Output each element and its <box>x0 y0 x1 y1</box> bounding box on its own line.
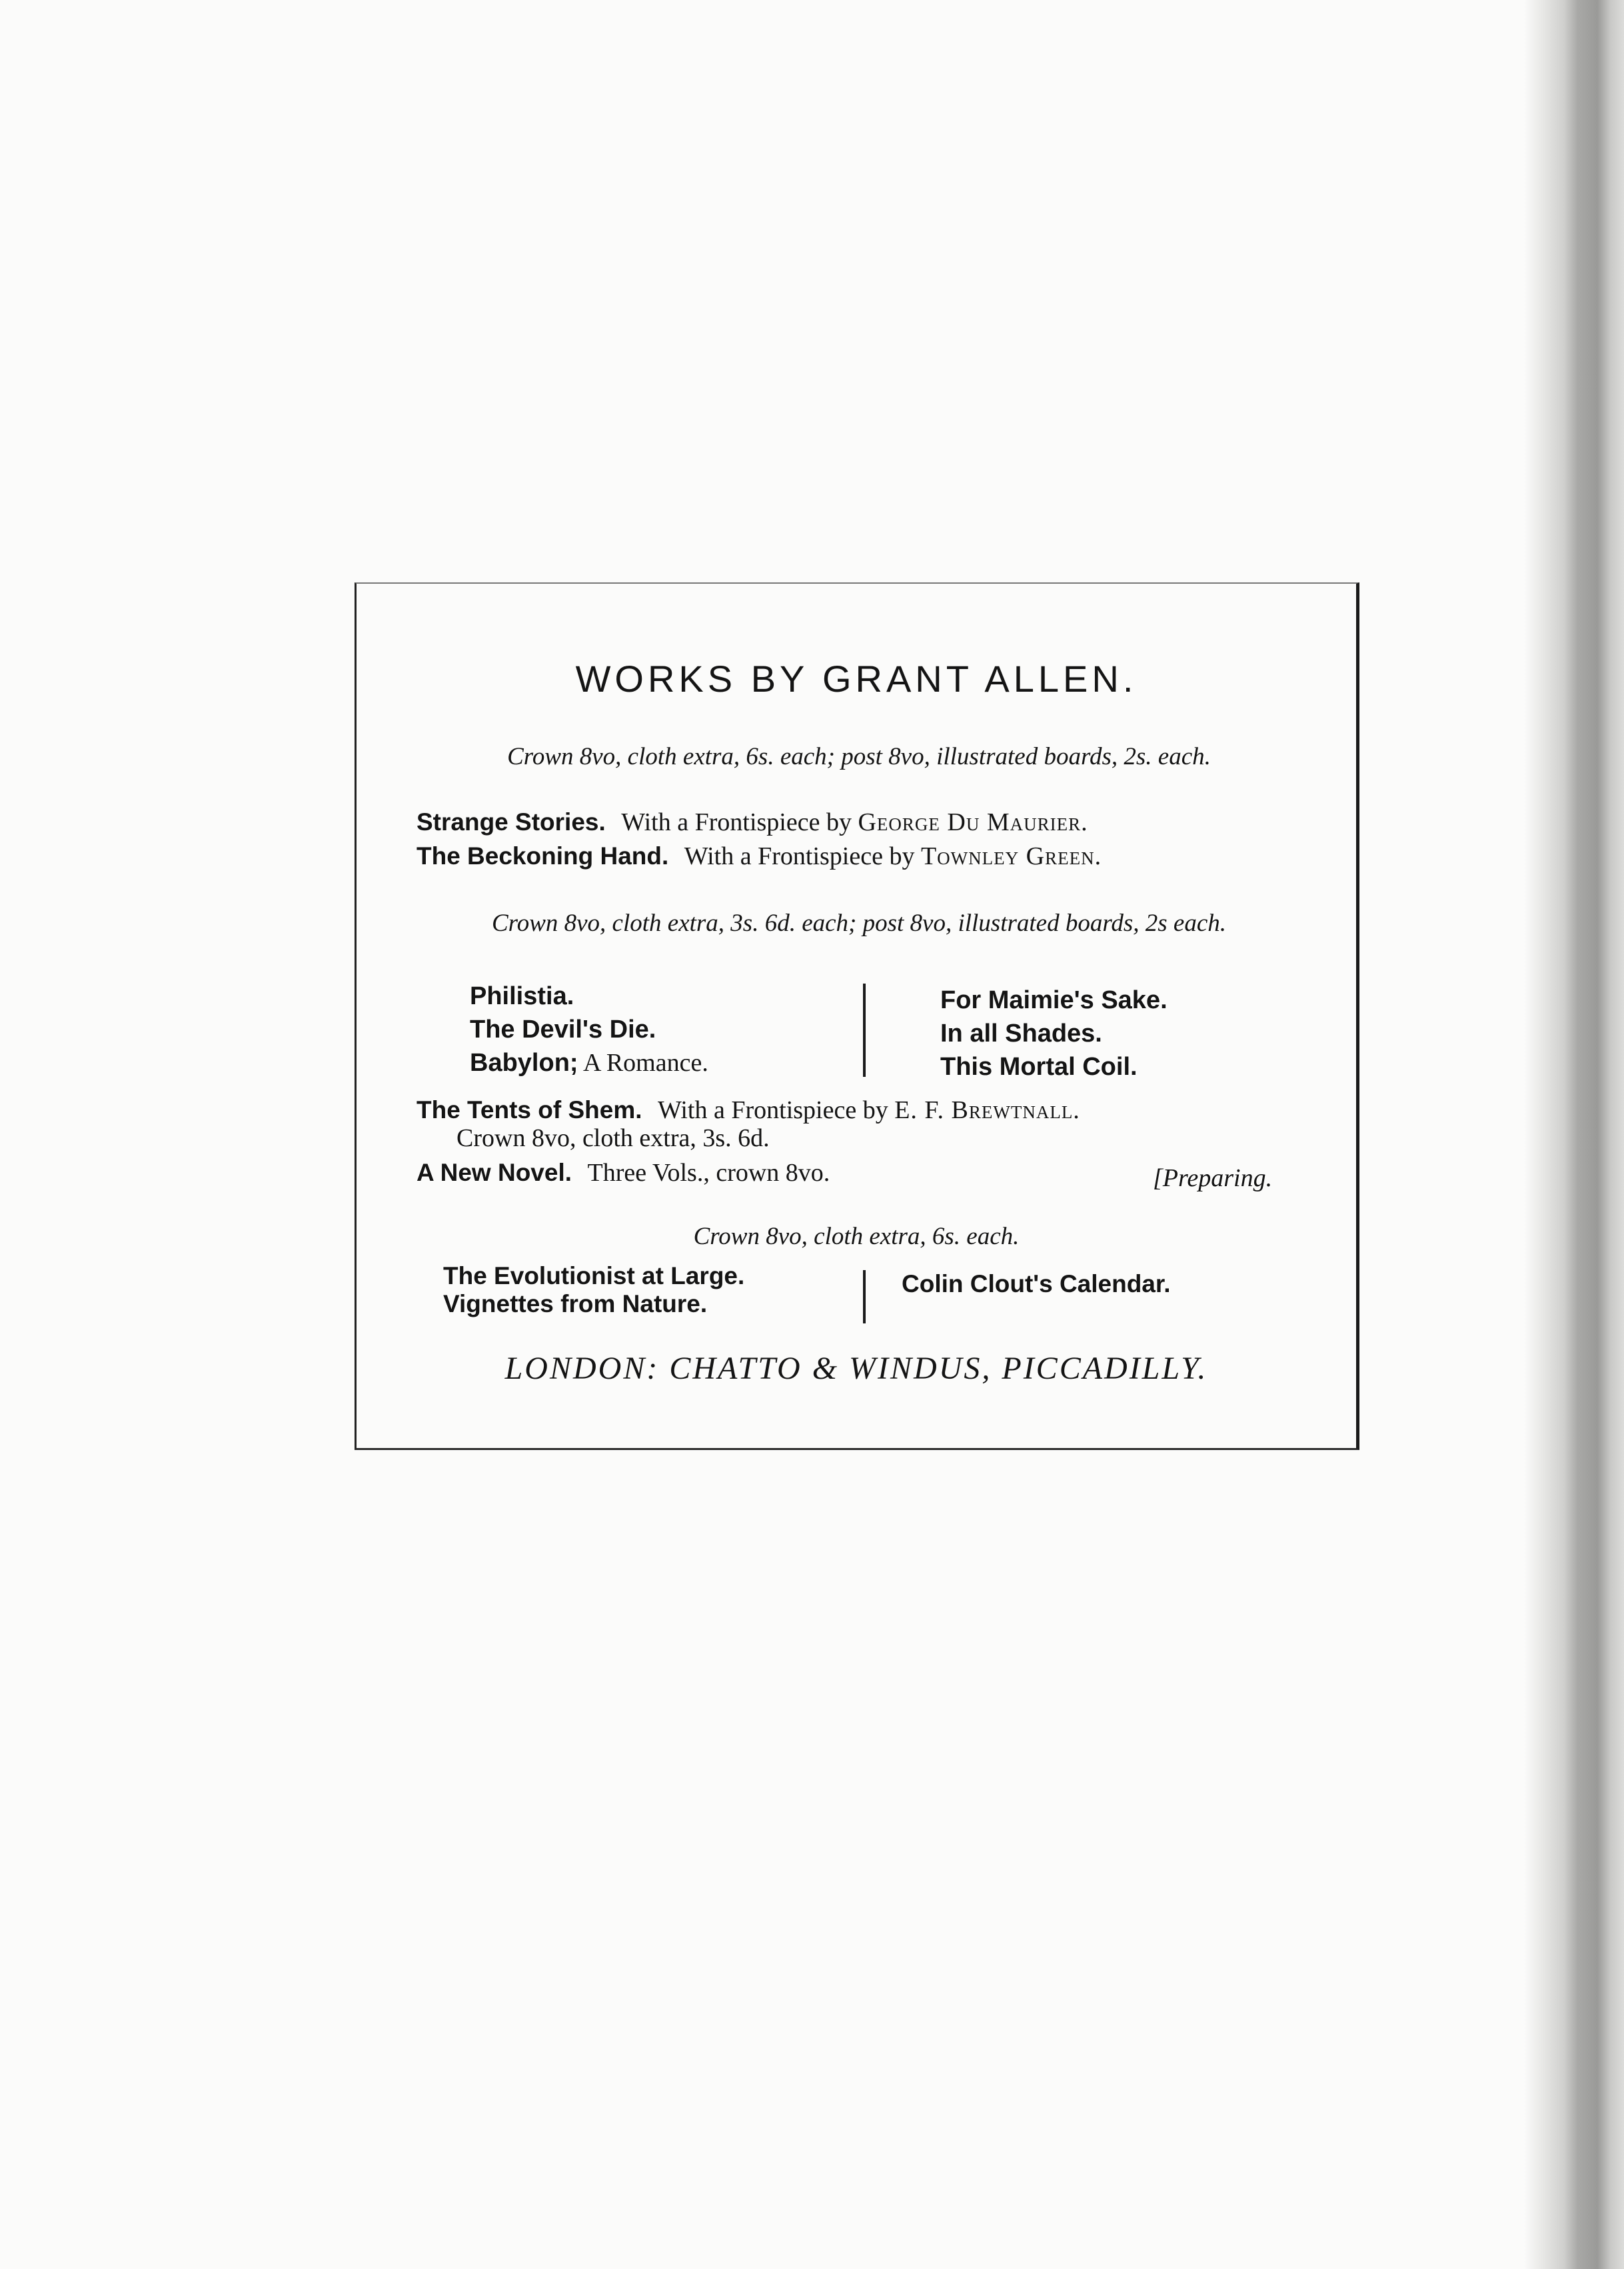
illustrator-name: Townley Green. <box>920 842 1102 870</box>
book-title: The Evolutionist at Large. <box>443 1262 745 1289</box>
book-detail: With a Frontispiece by <box>684 842 921 870</box>
section3-note: Crown 8vo, cloth extra, 6s. each. <box>693 1223 1020 1250</box>
column-divider <box>863 984 866 1077</box>
book-babylon <box>470 1046 708 1080</box>
book-title: The Tents of Shem. <box>416 1096 642 1124</box>
publisher-imprint: LONDON: CHATTO & WINDUS, PICCADILLY. <box>504 1351 1208 1386</box>
book-beckoning-hand <box>416 842 1102 871</box>
advertisement-box <box>355 582 1359 1450</box>
book-subtitle: A Romance. <box>582 1049 708 1077</box>
book-title: Colin Clout's Calendar. <box>902 1270 1171 1297</box>
section2-right-column <box>940 984 1168 1084</box>
book-title: Babylon; <box>470 1049 578 1077</box>
section2-left-column <box>470 980 708 1080</box>
section3-left-column <box>443 1262 744 1318</box>
book-detail: With a Frontispiece by <box>621 808 858 836</box>
book-title: Philistia. <box>470 982 574 1010</box>
book-new-novel <box>416 1158 830 1187</box>
book-title: The Beckoning Hand. <box>416 842 669 870</box>
tents-binding-note: Crown 8vo, cloth extra, 3s. 6d. <box>456 1124 770 1152</box>
illustrator-name: George Du Maurier. <box>858 808 1088 836</box>
book-strange-stories <box>416 808 1088 837</box>
book-title: A New Novel. <box>416 1159 572 1186</box>
book-detail: Three Vols., crown 8vo. <box>587 1159 830 1187</box>
book-detail: With a Frontispiece by <box>658 1096 895 1124</box>
book-title: Strange Stories. <box>416 808 606 836</box>
illustrator-name: E. F. Brewtnall. <box>894 1096 1080 1124</box>
book-title: This Mortal Coil. <box>940 1053 1138 1081</box>
book-title: Vignettes from Nature. <box>443 1290 708 1317</box>
section3-right-column <box>902 1270 1171 1298</box>
page-edge-shadow <box>1524 0 1624 2269</box>
book-title: For Maimie's Sake. <box>940 986 1168 1014</box>
advert-title: WORKS BY GRANT ALLEN. <box>575 658 1138 700</box>
book-title: In all Shades. <box>940 1020 1102 1048</box>
book-title: The Devil's Die. <box>470 1016 656 1044</box>
column-divider <box>863 1270 866 1323</box>
section2-note: Crown 8vo, cloth extra, 3s. 6d. each; post 8vo, illustrated boards, 2s each. <box>491 910 1226 937</box>
section1-note: Crown 8vo, cloth extra, 6s. each; post 8vo, illustrated boards, 2s. each. <box>507 743 1211 770</box>
book-tents-of-shem <box>416 1096 1080 1125</box>
preparing-status: [Preparing. <box>1153 1164 1273 1192</box>
